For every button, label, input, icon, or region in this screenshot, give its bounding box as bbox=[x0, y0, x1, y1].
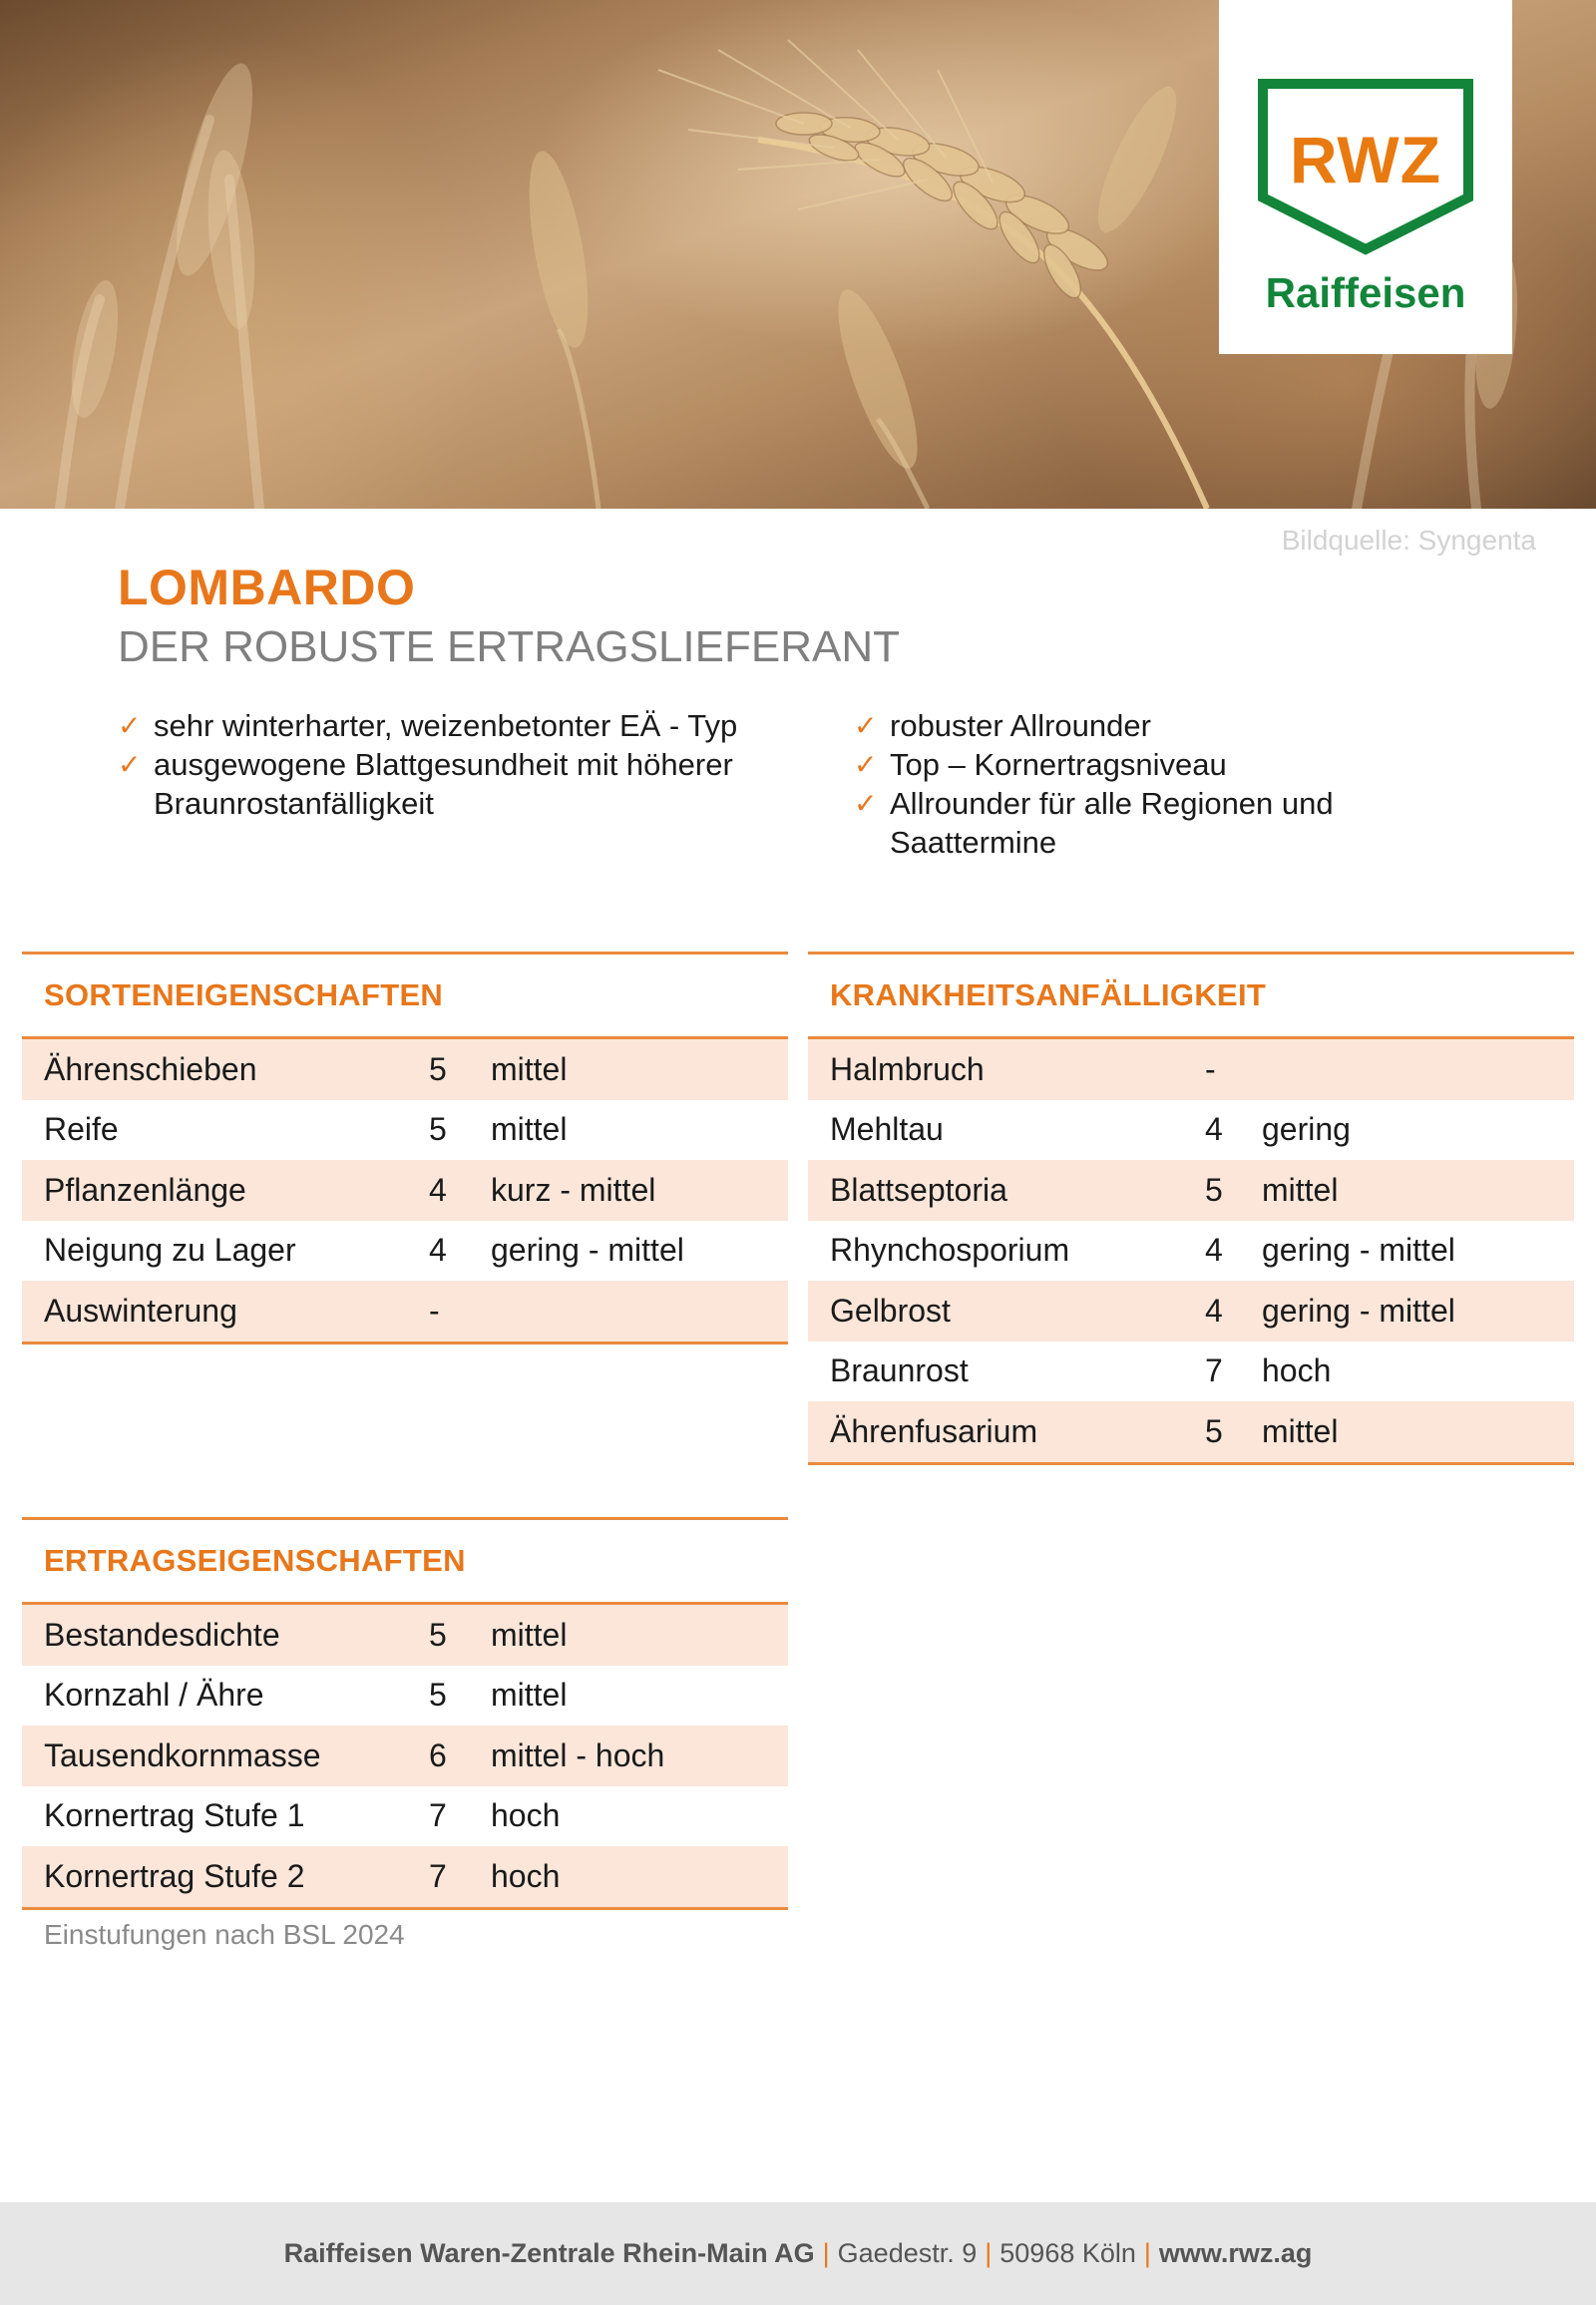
footer-separator: | bbox=[985, 2238, 993, 2268]
rwz-logo bbox=[1219, 0, 1512, 354]
krankheitsanfaelligkeit-table bbox=[808, 952, 1574, 1465]
sorteneigenschaften-table bbox=[22, 952, 788, 1345]
table-row: Mehltau 4 gering bbox=[830, 1111, 1351, 1148]
table-row: Ährenfusarium 5 mittel bbox=[808, 1401, 1574, 1462]
product-title: LOMBARDO bbox=[118, 560, 416, 615]
table-heading: ERTRAGSEIGENSCHAFTEN bbox=[22, 1517, 788, 1605]
footer-website-link[interactable]: www.rwz.ag bbox=[1158, 2238, 1313, 2268]
footer-separator: | bbox=[822, 2238, 830, 2268]
check-icon: ✓ bbox=[118, 749, 142, 780]
table-row: Halmbruch - bbox=[808, 1039, 1574, 1100]
footer-separator: | bbox=[1143, 2238, 1151, 2268]
table-row: Pflanzenlänge 4 kurz - mittel bbox=[22, 1160, 788, 1221]
table-row: Tausendkornmasse 6 mittel - hoch bbox=[22, 1726, 788, 1786]
feature-list-left bbox=[118, 706, 796, 823]
footer-company: Raiffeisen Waren-Zentrale Rhein-Main AG bbox=[283, 2238, 815, 2268]
table-row: Neigung zu Lager 4 gering - mittel bbox=[44, 1232, 684, 1269]
table-row: Kornertrag Stufe 1 7 hoch bbox=[44, 1797, 561, 1834]
check-icon: ✓ bbox=[854, 749, 878, 780]
table-row: Reife 5 mittel bbox=[44, 1111, 568, 1148]
table-row: Ährenschieben 5 mittel bbox=[22, 1039, 788, 1100]
table-heading: KRANKHEITSANFÄLLIGKEIT bbox=[808, 952, 1574, 1039]
feature-list-right bbox=[854, 706, 1412, 862]
table-row: Blattseptoria 5 mittel bbox=[808, 1160, 1574, 1221]
feature-item: ✓ ausgewogene Blattgesundheit mit höherer Braunrostanfälligkeit bbox=[118, 747, 733, 821]
check-icon: ✓ bbox=[854, 710, 878, 741]
feature-item: ✓ sehr winterharter, weizenbetonter EÄ - Typ bbox=[118, 708, 738, 743]
table-heading: SORTENEIGENSCHAFTEN bbox=[22, 952, 788, 1039]
table-row: Rhynchosporium 4 gering - mittel bbox=[830, 1232, 1455, 1269]
table-row: Kornzahl / Ähre 5 mittel bbox=[44, 1677, 568, 1714]
logo-wordmark: RWZ bbox=[1289, 123, 1442, 196]
check-icon: ✓ bbox=[118, 710, 142, 741]
product-subtitle: DER ROBUSTE ERTRAGSLIEFERANT bbox=[118, 622, 900, 671]
logo-subline: Raiffeisen bbox=[1265, 269, 1466, 316]
footer bbox=[0, 2202, 1596, 2305]
feature-item: ✓ robuster Allrounder bbox=[854, 708, 1151, 743]
table-row: Kornertrag Stufe 2 7 hoch bbox=[22, 1846, 788, 1907]
footer-street: Gaedestr. 9 bbox=[837, 2238, 978, 2268]
rating-source-note: Einstufungen nach BSL 2024 bbox=[44, 1919, 405, 1950]
table-row: Gelbrost 4 gering - mittel bbox=[808, 1281, 1574, 1342]
footer-city: 50968 Köln bbox=[999, 2238, 1136, 2268]
table-row: Bestandesdichte 5 mittel bbox=[22, 1605, 788, 1666]
hero-image bbox=[0, 0, 1596, 509]
feature-item: ✓ Allrounder für alle Regionen und Saattermine bbox=[854, 786, 1334, 860]
feature-item: ✓ Top – Kornertragsniveau bbox=[854, 747, 1227, 782]
check-icon: ✓ bbox=[854, 788, 878, 819]
table-row: Braunrost 7 hoch bbox=[830, 1352, 1332, 1389]
image-credit: Bildquelle: Syngenta bbox=[1281, 525, 1536, 556]
ertragseigenschaften-table bbox=[22, 1517, 788, 1910]
table-row: Auswinterung - bbox=[22, 1281, 788, 1342]
